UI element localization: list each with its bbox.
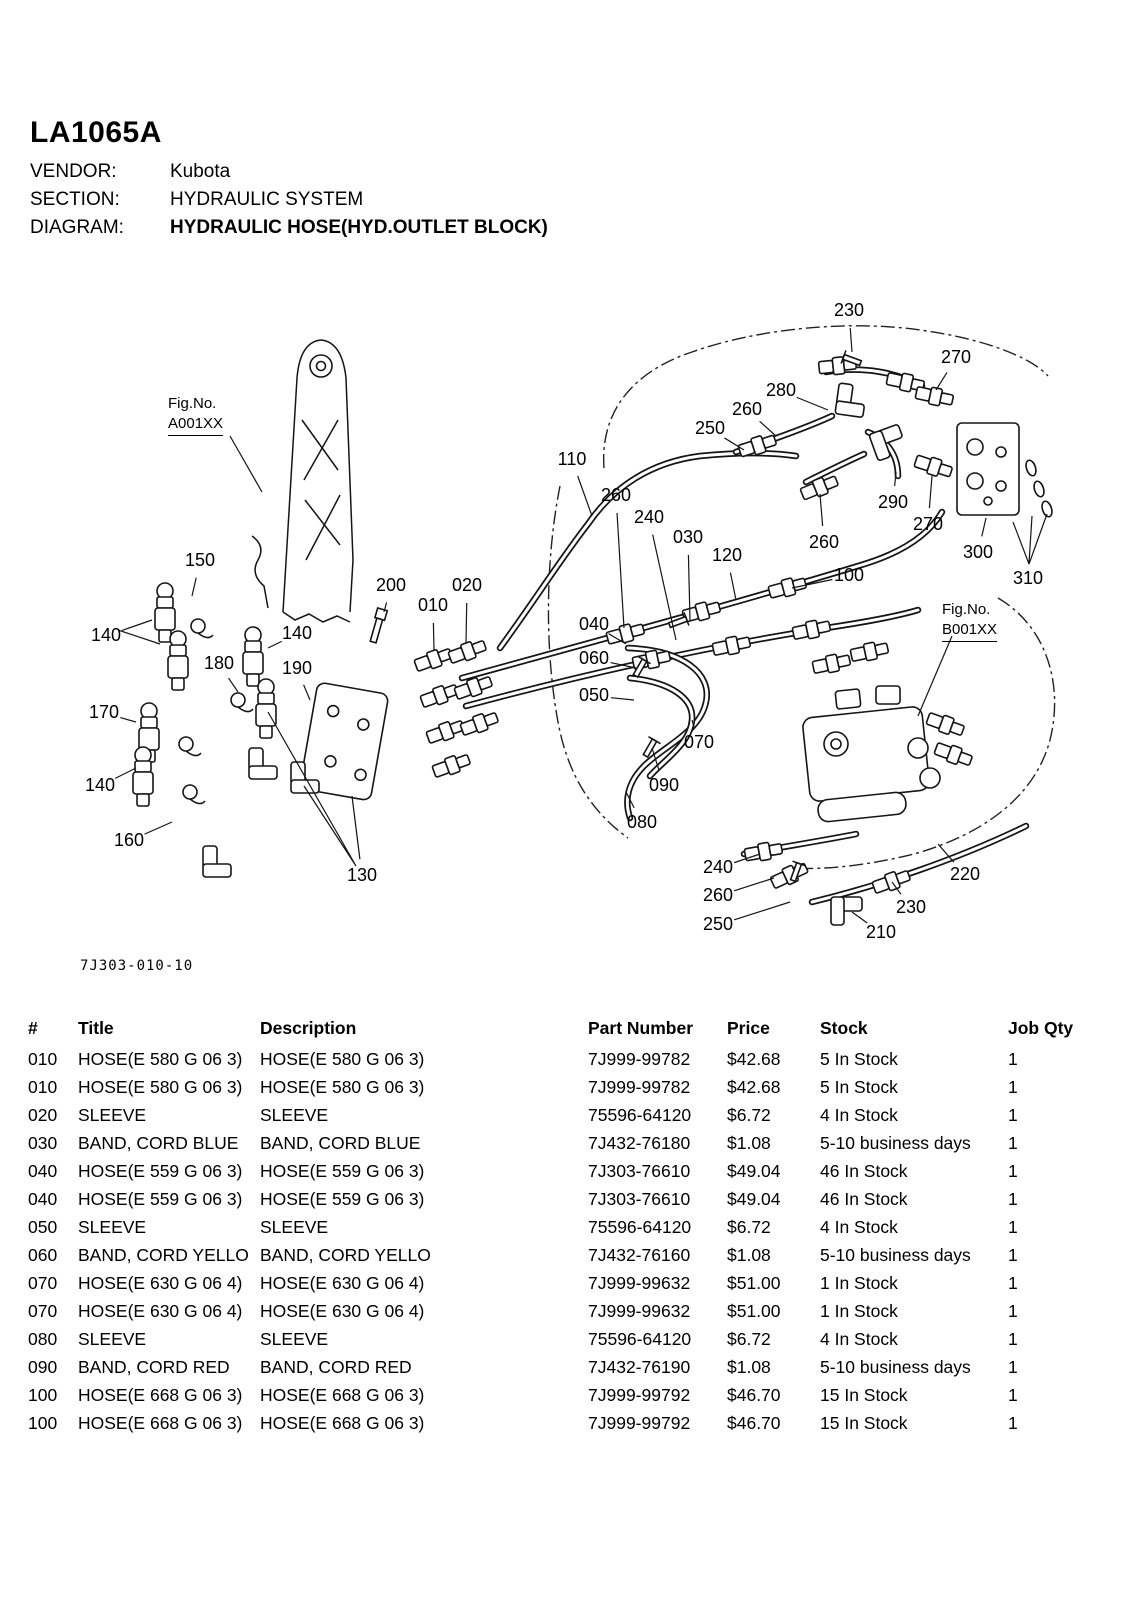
fig-ref-b xyxy=(942,600,997,642)
callout-leader-line xyxy=(145,822,172,834)
callout-label: 130 xyxy=(346,864,378,885)
frame-outline xyxy=(548,326,1054,869)
table-row xyxy=(28,1073,1083,1101)
cell-description: HOSE(E 630 G 06 4) xyxy=(260,1272,425,1293)
fitting-icon xyxy=(792,618,832,642)
control-valve-block xyxy=(802,686,974,823)
parts-table xyxy=(28,1014,1083,1437)
callout-label: 080 xyxy=(626,811,658,832)
cell-qty: 1 xyxy=(1008,1412,1018,1433)
fitting-icon xyxy=(913,453,953,481)
callout-leader-line xyxy=(578,476,592,516)
cell-title: BAND, CORD BLUE xyxy=(78,1132,239,1153)
vendor-value: Kubota xyxy=(170,161,231,182)
cell-title: BAND, CORD RED xyxy=(78,1356,230,1377)
callout-leader-line xyxy=(433,623,434,650)
cell-price: $46.70 xyxy=(727,1412,781,1433)
cell-stock: 4 In Stock xyxy=(820,1216,898,1237)
cell-qty: 1 xyxy=(1008,1384,1018,1405)
callout-leader-line xyxy=(304,685,310,700)
callout-leader-line xyxy=(352,796,360,859)
cell-num: 070 xyxy=(28,1272,58,1293)
table-row xyxy=(28,1381,1083,1409)
cell-title: HOSE(E 580 G 06 3) xyxy=(78,1076,243,1097)
page-title: LA1065A xyxy=(30,116,162,149)
section-value: HYDRAULIC SYSTEM xyxy=(170,189,364,210)
callout-label: 070 xyxy=(683,731,715,752)
callout-leader-line xyxy=(852,912,867,923)
cell-part_number: 75596-64120 xyxy=(588,1216,692,1237)
cell-price: $42.68 xyxy=(727,1048,781,1069)
column-header: # xyxy=(28,1018,38,1038)
diagram-value: HYDRAULIC HOSE(HYD.OUTLET BLOCK) xyxy=(170,217,548,238)
callout-layer xyxy=(85,300,1043,942)
fitting-icon xyxy=(744,840,783,863)
fig-ref-a-line1: Fig.No. xyxy=(168,395,217,412)
cell-num: 080 xyxy=(28,1328,58,1349)
callout-leader-line xyxy=(268,641,282,648)
fitting-icon xyxy=(850,640,890,664)
callout-label: 150 xyxy=(184,549,216,570)
cell-qty: 1 xyxy=(1008,1356,1018,1377)
cell-title: SLEEVE xyxy=(78,1104,147,1125)
callout-label: 230 xyxy=(833,299,865,320)
cell-price: $1.08 xyxy=(727,1132,771,1153)
table-row xyxy=(28,1213,1083,1241)
callout-label: 020 xyxy=(451,574,483,595)
parts-table-body xyxy=(28,1045,1083,1437)
callout-leader-line xyxy=(617,513,624,628)
callout-label: 090 xyxy=(648,774,680,795)
cell-num: 100 xyxy=(28,1412,58,1433)
cell-stock: 4 In Stock xyxy=(820,1104,898,1125)
cell-qty: 1 xyxy=(1008,1244,1018,1265)
fitting-icon xyxy=(925,710,966,739)
cell-title: HOSE(E 630 G 06 4) xyxy=(78,1272,243,1293)
cell-num: 030 xyxy=(28,1132,58,1153)
callout-leader-line xyxy=(760,421,776,436)
cell-description: HOSE(E 668 G 06 3) xyxy=(260,1384,425,1405)
coupler-icon xyxy=(133,747,153,806)
table-row xyxy=(28,1325,1083,1353)
callout-leader-line xyxy=(730,573,736,600)
cell-part_number: 7J999-99792 xyxy=(588,1412,691,1433)
cell-price: $46.70 xyxy=(727,1384,781,1405)
callout-label: 010 xyxy=(417,594,449,615)
fig-ref-b-line2: B001XX xyxy=(942,620,997,642)
fitting-icon xyxy=(933,740,974,769)
callout-label: 300 xyxy=(962,541,994,562)
callout-label: 250 xyxy=(694,417,726,438)
table-row xyxy=(28,1409,1083,1437)
cell-qty: 1 xyxy=(1008,1272,1018,1293)
fig-ref-a-line2: A001XX xyxy=(168,414,223,436)
dust-cap-icon xyxy=(179,737,201,756)
cell-stock: 1 In Stock xyxy=(820,1300,898,1321)
callout-label: 100 xyxy=(833,564,865,585)
table-row xyxy=(28,1045,1083,1073)
cell-price: $42.68 xyxy=(727,1076,781,1097)
cell-stock: 46 In Stock xyxy=(820,1188,908,1209)
elbow-fitting-icon xyxy=(831,897,862,925)
table-row xyxy=(28,1129,1083,1157)
callout-label: 290 xyxy=(877,491,909,512)
column-header: Description xyxy=(260,1018,357,1038)
fitting-icon xyxy=(425,717,466,746)
callout-leader-line xyxy=(122,620,152,630)
fitting-icon xyxy=(812,652,852,676)
cell-price: $6.72 xyxy=(727,1216,771,1237)
cell-num: 050 xyxy=(28,1216,58,1237)
fig-ref-b-line1: Fig.No. xyxy=(942,601,991,618)
cell-qty: 1 xyxy=(1008,1188,1018,1209)
cell-description: SLEEVE xyxy=(260,1216,329,1237)
cell-title: SLEEVE xyxy=(78,1328,147,1349)
callout-label: 190 xyxy=(281,657,313,678)
cell-part_number: 75596-64120 xyxy=(588,1328,692,1349)
cell-price: $51.00 xyxy=(727,1272,781,1293)
callout-leader-line xyxy=(982,518,986,536)
cell-stock: 5-10 business days xyxy=(820,1356,971,1377)
cell-description: HOSE(E 630 G 06 4) xyxy=(260,1300,425,1321)
cell-title: HOSE(E 630 G 06 4) xyxy=(78,1300,243,1321)
callout-label: 280 xyxy=(765,379,797,400)
cell-qty: 1 xyxy=(1008,1048,1018,1069)
callout-leader-line xyxy=(850,328,852,352)
cell-description: HOSE(E 580 G 06 3) xyxy=(260,1048,425,1069)
cell-description: HOSE(E 559 G 06 3) xyxy=(260,1188,425,1209)
table-row xyxy=(28,1185,1083,1213)
section-label: SECTION: xyxy=(30,189,120,210)
callout-leader-line xyxy=(229,678,238,692)
cell-num: 090 xyxy=(28,1356,58,1377)
column-header: Price xyxy=(727,1018,770,1038)
callout-leader-line xyxy=(734,878,774,891)
cell-num: 040 xyxy=(28,1188,58,1209)
cell-num: 040 xyxy=(28,1160,58,1181)
callout-label: 270 xyxy=(940,346,972,367)
cell-qty: 1 xyxy=(1008,1104,1018,1125)
fitting-icon xyxy=(915,384,955,408)
cell-part_number: 7J999-99792 xyxy=(588,1384,691,1405)
callout-leader-line xyxy=(120,718,136,722)
elbow-fitting-icon xyxy=(835,383,867,418)
callout-leader-line xyxy=(192,578,196,596)
callout-label: 260 xyxy=(600,484,632,505)
callout-leader-line xyxy=(466,603,467,644)
cell-price: $51.00 xyxy=(727,1300,781,1321)
callout-label: 140 xyxy=(281,622,313,643)
cell-description: BAND, CORD RED xyxy=(260,1356,412,1377)
drawing-code: 7J303-010-10 xyxy=(80,958,194,974)
cell-num: 010 xyxy=(28,1076,58,1097)
callout-leader-line xyxy=(734,902,790,920)
cell-num: 100 xyxy=(28,1384,58,1405)
vendor-label: VENDOR: xyxy=(30,161,117,182)
fitting-icon xyxy=(712,634,752,658)
fitting-icon xyxy=(419,681,460,710)
cell-qty: 1 xyxy=(1008,1132,1018,1153)
cell-qty: 1 xyxy=(1008,1328,1018,1349)
callout-leader-line xyxy=(611,698,634,700)
cell-qty: 1 xyxy=(1008,1300,1018,1321)
cell-part_number: 7J999-99632 xyxy=(588,1272,691,1293)
table-row xyxy=(28,1269,1083,1297)
fitting-icon xyxy=(767,575,807,601)
plate-fittings xyxy=(413,637,500,780)
cell-description: BAND, CORD YELLO xyxy=(260,1244,431,1265)
cell-stock: 5 In Stock xyxy=(820,1076,898,1097)
table-row xyxy=(28,1297,1083,1325)
callout-leader-line xyxy=(936,372,947,390)
o-rings xyxy=(1024,459,1054,518)
cell-title: BAND, CORD YELLO xyxy=(78,1244,249,1265)
callout-label: 260 xyxy=(808,531,840,552)
callout-label: 030 xyxy=(672,526,704,547)
coupler-icon xyxy=(243,627,263,686)
coupler-icon xyxy=(168,631,188,690)
callout-label: 200 xyxy=(375,574,407,595)
cell-description: SLEEVE xyxy=(260,1104,329,1125)
callout-label: 110 xyxy=(557,448,587,469)
cell-num: 070 xyxy=(28,1300,58,1321)
elbow-fitting-icon xyxy=(249,748,277,779)
mounting-bracket xyxy=(252,340,353,622)
cell-num: 010 xyxy=(28,1048,58,1069)
callout-label: 310 xyxy=(1012,567,1044,588)
cell-price: $6.72 xyxy=(727,1328,771,1349)
cell-title: SLEEVE xyxy=(78,1216,147,1237)
cell-part_number: 7J432-76180 xyxy=(588,1132,691,1153)
cell-part_number: 7J432-76160 xyxy=(588,1244,691,1265)
cell-part_number: 7J303-76610 xyxy=(588,1160,691,1181)
diagram-label: DIAGRAM: xyxy=(30,217,124,238)
parts-table-header-row xyxy=(28,1014,1083,1045)
fitting-icon xyxy=(605,621,645,647)
cell-part_number: 7J999-99782 xyxy=(588,1048,691,1069)
callout-label: 260 xyxy=(731,398,763,419)
cell-description: HOSE(E 559 G 06 3) xyxy=(260,1160,425,1181)
cell-part_number: 7J432-76190 xyxy=(588,1356,691,1377)
callout-leader-line xyxy=(929,476,932,508)
callout-label: 260 xyxy=(702,884,734,905)
cell-price: $49.04 xyxy=(727,1188,781,1209)
callout-label: 220 xyxy=(949,863,981,884)
cell-stock: 5-10 business days xyxy=(820,1132,971,1153)
callout-label: 160 xyxy=(113,829,145,850)
cell-title: HOSE(E 559 G 06 3) xyxy=(78,1160,243,1181)
cell-title: HOSE(E 668 G 06 3) xyxy=(78,1412,243,1433)
coupler-icon xyxy=(256,679,276,738)
cell-price: $49.04 xyxy=(727,1160,781,1181)
cell-part_number: 7J303-76610 xyxy=(588,1188,691,1209)
callout-label: 250 xyxy=(702,913,734,934)
dust-cap-icon xyxy=(191,619,213,638)
cell-title: HOSE(E 668 G 06 3) xyxy=(78,1384,243,1405)
callout-label: 120 xyxy=(711,544,743,565)
callout-leader-line xyxy=(797,397,828,410)
cell-stock: 15 In Stock xyxy=(820,1384,908,1405)
callout-label: 210 xyxy=(865,921,897,942)
cell-stock: 4 In Stock xyxy=(820,1328,898,1349)
column-header: Title xyxy=(78,1018,114,1038)
fitting-icon xyxy=(447,637,488,666)
callout-leader-line xyxy=(820,494,823,526)
cell-stock: 5-10 business days xyxy=(820,1244,971,1265)
cell-stock: 46 In Stock xyxy=(820,1160,908,1181)
callout-label: 230 xyxy=(895,896,927,917)
cell-part_number: 75596-64120 xyxy=(588,1104,692,1125)
dust-cap-icon xyxy=(183,785,205,804)
cell-price: $1.08 xyxy=(727,1356,771,1377)
table-row xyxy=(28,1241,1083,1269)
callout-label: 140 xyxy=(84,774,116,795)
cell-qty: 1 xyxy=(1008,1076,1018,1097)
cell-description: BAND, CORD BLUE xyxy=(260,1132,421,1153)
fitting-icon xyxy=(459,709,500,738)
callout-label: 270 xyxy=(912,513,944,534)
dust-cap-icon xyxy=(231,693,253,712)
callout-label: 060 xyxy=(578,647,610,668)
fitting-icon xyxy=(431,751,472,780)
cell-stock: 1 In Stock xyxy=(820,1272,898,1293)
cell-price: $1.08 xyxy=(727,1244,771,1265)
cell-description: HOSE(E 580 G 06 3) xyxy=(260,1076,425,1097)
cell-qty: 1 xyxy=(1008,1216,1018,1237)
column-header: Part Number xyxy=(588,1018,694,1038)
cell-qty: 1 xyxy=(1008,1160,1018,1181)
table-row xyxy=(28,1101,1083,1129)
fitting-icon xyxy=(871,867,912,896)
cell-num: 060 xyxy=(28,1244,58,1265)
callout-label: 050 xyxy=(578,684,610,705)
callout-label: 140 xyxy=(90,624,122,645)
column-header: Job Qty xyxy=(1008,1018,1074,1038)
cell-part_number: 7J999-99782 xyxy=(588,1076,691,1097)
callout-label: 240 xyxy=(702,856,734,877)
cell-num: 020 xyxy=(28,1104,58,1125)
column-header: Stock xyxy=(820,1018,868,1038)
cell-title: HOSE(E 559 G 06 3) xyxy=(78,1188,243,1209)
cell-description: SLEEVE xyxy=(260,1328,329,1349)
elbow-fitting-icon xyxy=(869,424,908,461)
callout-label: 180 xyxy=(203,652,235,673)
callout-label: 170 xyxy=(88,701,120,722)
cell-stock: 15 In Stock xyxy=(820,1412,908,1433)
fig-ref-a xyxy=(168,394,223,436)
cell-part_number: 7J999-99632 xyxy=(588,1300,691,1321)
cell-title: HOSE(E 580 G 06 3) xyxy=(78,1048,243,1069)
cell-stock: 5 In Stock xyxy=(820,1048,898,1069)
cell-description: HOSE(E 668 G 06 3) xyxy=(260,1412,425,1433)
elbow-fitting-icon xyxy=(203,846,231,877)
outlet-block xyxy=(957,423,1019,515)
callout-label: 040 xyxy=(578,613,610,634)
bolt xyxy=(368,608,387,643)
table-row xyxy=(28,1353,1083,1381)
cell-price: $6.72 xyxy=(727,1104,771,1125)
table-row xyxy=(28,1157,1083,1185)
callout-label: 240 xyxy=(633,506,665,527)
